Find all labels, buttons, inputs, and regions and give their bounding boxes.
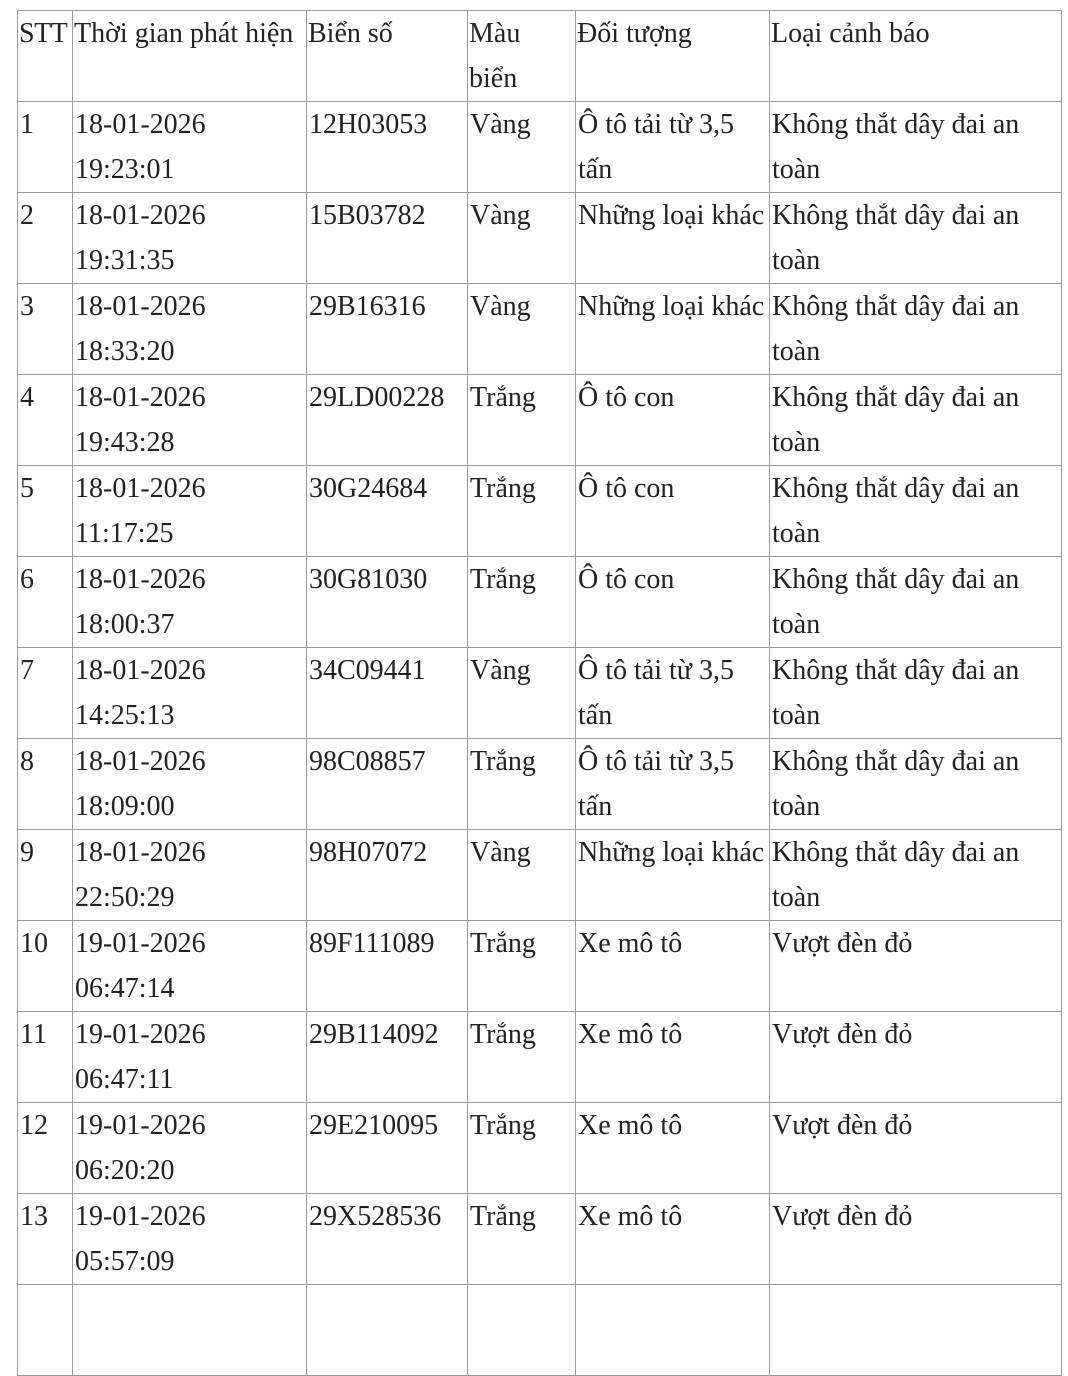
cell-plate-color: Trắng	[468, 739, 576, 830]
cell-vehicle-type: Những loại khác	[576, 193, 770, 284]
cell-stt	[18, 1285, 73, 1376]
table-row	[18, 557, 1062, 648]
table-header-row	[18, 11, 1062, 102]
cell-warning-type: Vượt đèn đỏ	[770, 1194, 1062, 1285]
cell-vehicle-type: Ô tô con	[576, 557, 770, 648]
cell-vehicle-type: Xe mô tô	[576, 1012, 770, 1103]
cell-plate-number: 98C08857	[307, 739, 468, 830]
cell-plate-color: Trắng	[468, 1012, 576, 1103]
cell-plate-color: Vàng	[468, 193, 576, 284]
table-row	[18, 193, 1062, 284]
cell-plate-color: Trắng	[468, 375, 576, 466]
cell-detection-time: 18-01-2026 19:23:01	[73, 102, 307, 193]
cell-detection-time: 18-01-2026 18:00:37	[73, 557, 307, 648]
cell-warning-type: Không thắt dây đai an toàn	[770, 739, 1062, 830]
cell-warning-type: Không thắt dây đai an toàn	[770, 648, 1062, 739]
cell-plate-number: 12H03053	[307, 102, 468, 193]
cell-warning-type: Không thắt dây đai an toàn	[770, 102, 1062, 193]
violations-table	[17, 10, 1062, 1376]
header-detection-time: Thời gian phát hiện	[73, 11, 307, 102]
cell-detection-time: 18-01-2026 22:50:29	[73, 830, 307, 921]
cell-stt: 7	[18, 648, 73, 739]
cell-plate-number: 29B114092	[307, 1012, 468, 1103]
cell-plate-color: Trắng	[468, 466, 576, 557]
header-warning-type: Loại cảnh báo	[770, 11, 1062, 102]
cell-plate-number: 89F111089	[307, 921, 468, 1012]
cell-plate-number: 30G24684	[307, 466, 468, 557]
cell-detection-time: 18-01-2026 14:25:13	[73, 648, 307, 739]
cell-stt: 6	[18, 557, 73, 648]
cell-plate-color: Vàng	[468, 648, 576, 739]
cell-stt: 10	[18, 921, 73, 1012]
table-row	[18, 102, 1062, 193]
cell-detection-time: 18-01-2026 11:17:25	[73, 466, 307, 557]
table-row	[18, 1103, 1062, 1194]
table-row	[18, 830, 1062, 921]
table-row	[18, 1285, 1062, 1376]
cell-stt: 1	[18, 102, 73, 193]
header-stt: STT	[18, 11, 73, 102]
cell-plate-number: 34C09441	[307, 648, 468, 739]
cell-vehicle-type: Những loại khác	[576, 830, 770, 921]
cell-detection-time: 18-01-2026 19:31:35	[73, 193, 307, 284]
cell-stt: 13	[18, 1194, 73, 1285]
cell-plate-number: 29E210095	[307, 1103, 468, 1194]
table-row	[18, 375, 1062, 466]
cell-warning-type: Không thắt dây đai an toàn	[770, 466, 1062, 557]
cell-detection-time	[73, 1285, 307, 1376]
cell-plate-color	[468, 1285, 576, 1376]
cell-vehicle-type: Xe mô tô	[576, 921, 770, 1012]
cell-stt: 3	[18, 284, 73, 375]
cell-warning-type: Không thắt dây đai an toàn	[770, 830, 1062, 921]
cell-detection-time: 19-01-2026 06:47:11	[73, 1012, 307, 1103]
table-row	[18, 284, 1062, 375]
cell-vehicle-type: Xe mô tô	[576, 1103, 770, 1194]
table-row	[18, 648, 1062, 739]
table-row	[18, 739, 1062, 830]
cell-warning-type: Vượt đèn đỏ	[770, 921, 1062, 1012]
cell-warning-type: Không thắt dây đai an toàn	[770, 557, 1062, 648]
table-row	[18, 921, 1062, 1012]
cell-warning-type: Vượt đèn đỏ	[770, 1012, 1062, 1103]
cell-stt: 9	[18, 830, 73, 921]
cell-warning-type	[770, 1285, 1062, 1376]
cell-plate-number: 29LD00228	[307, 375, 468, 466]
cell-vehicle-type: Ô tô tải từ 3,5 tấn	[576, 102, 770, 193]
cell-stt: 5	[18, 466, 73, 557]
table-row	[18, 1194, 1062, 1285]
cell-plate-color: Trắng	[468, 921, 576, 1012]
cell-detection-time: 18-01-2026 18:09:00	[73, 739, 307, 830]
table-body	[18, 102, 1062, 1376]
cell-plate-color: Vàng	[468, 284, 576, 375]
cell-warning-type: Không thắt dây đai an toàn	[770, 193, 1062, 284]
cell-plate-number: 29X528536	[307, 1194, 468, 1285]
cell-vehicle-type: Ô tô tải từ 3,5 tấn	[576, 648, 770, 739]
cell-stt: 4	[18, 375, 73, 466]
header-plate-number: Biển số	[307, 11, 468, 102]
header-plate-color: Màu biển	[468, 11, 576, 102]
cell-plate-color: Trắng	[468, 1103, 576, 1194]
cell-plate-number: 15B03782	[307, 193, 468, 284]
cell-stt: 2	[18, 193, 73, 284]
cell-vehicle-type: Những loại khác	[576, 284, 770, 375]
cell-plate-color: Vàng	[468, 102, 576, 193]
cell-plate-number: 30G81030	[307, 557, 468, 648]
violations-table-container	[17, 10, 1062, 1376]
cell-vehicle-type: Xe mô tô	[576, 1194, 770, 1285]
cell-vehicle-type: Ô tô con	[576, 375, 770, 466]
cell-detection-time: 19-01-2026 06:47:14	[73, 921, 307, 1012]
cell-vehicle-type: Ô tô tải từ 3,5 tấn	[576, 739, 770, 830]
cell-warning-type: Không thắt dây đai an toàn	[770, 284, 1062, 375]
cell-plate-number: 98H07072	[307, 830, 468, 921]
cell-plate-color: Trắng	[468, 557, 576, 648]
cell-plate-number: 29B16316	[307, 284, 468, 375]
cell-stt: 12	[18, 1103, 73, 1194]
cell-plate-number	[307, 1285, 468, 1376]
cell-detection-time: 19-01-2026 06:20:20	[73, 1103, 307, 1194]
cell-detection-time: 19-01-2026 05:57:09	[73, 1194, 307, 1285]
cell-vehicle-type: Ô tô con	[576, 466, 770, 557]
header-vehicle-type: Đối tượng	[576, 11, 770, 102]
cell-plate-color: Vàng	[468, 830, 576, 921]
cell-plate-color: Trắng	[468, 1194, 576, 1285]
cell-warning-type: Không thắt dây đai an toàn	[770, 375, 1062, 466]
cell-detection-time: 18-01-2026 18:33:20	[73, 284, 307, 375]
cell-vehicle-type	[576, 1285, 770, 1376]
table-row	[18, 466, 1062, 557]
cell-warning-type: Vượt đèn đỏ	[770, 1103, 1062, 1194]
table-row	[18, 1012, 1062, 1103]
cell-stt: 8	[18, 739, 73, 830]
cell-detection-time: 18-01-2026 19:43:28	[73, 375, 307, 466]
cell-stt: 11	[18, 1012, 73, 1103]
